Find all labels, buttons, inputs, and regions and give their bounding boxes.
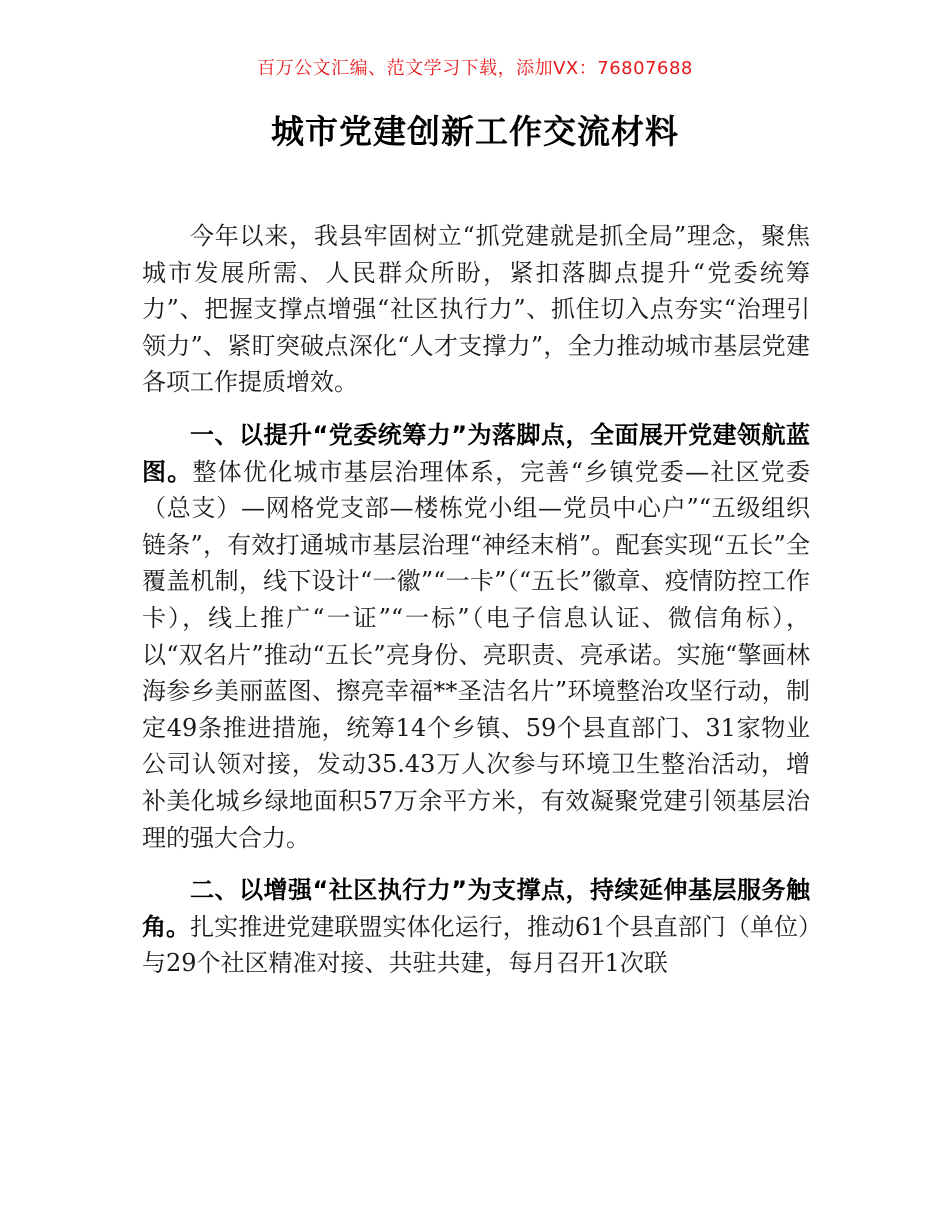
section-2-paragraph <box>142 872 810 982</box>
header-notice: 百万公文汇编、范文学习下载，添加VX：76807688 <box>257 58 693 79</box>
document-body <box>142 218 810 998</box>
section-1-paragraph <box>142 417 810 856</box>
section-2-heading: 二、以增强“社区执行力”为支撑点，持续延伸基层服务触角。 <box>142 876 810 941</box>
section-1-text: 整体优化城市基层治理体系，完善“乡镇党委—社区党委（总支）—网格党支部—楼栋党小组—党员中心户”“五级组织链条”，有效打通城市基层治理“神经末梢”。配套实现“五长”全覆盖机制，线下设计“一徽”“一卡”（“五长”徽章、疫情防控工作卡），线上推广“一证”“一标”（电子信息认证、微信角标），以“双名片”推动“五长”亮身份、亮职责、亮承诺。实施“擎画林海参乡美丽蓝图、擦亮幸福**圣洁名片”环境整治攻坚行动，制定49条推进措施，统筹14个乡镇、59个县直部门、31家物业公司认领对接，发动35.43万人次参与环境卫生整治活动，增补美化城乡绿地面积57万余平方米，有效凝聚党建引领基层治理的强大合力。 <box>142 457 810 852</box>
document-title: 城市党建创新工作交流材料 <box>271 112 679 151</box>
section-2-text: 扎实推进党建联盟实体化运行，推动61个县直部门（单位）与29个社区精准对接、共驻共建，每月召开1次联 <box>142 912 810 978</box>
section-1-heading: 一、以提升“党委统筹力”为落脚点，全面展开党建领航蓝图。 <box>142 420 810 486</box>
intro-paragraph: 今年以来，我县牢固树立“抓党建就是抓全局”理念，聚焦城市发展所需、人民群众所盼，紧扣落脚点提升“党委统筹力”、把握支撑点增强“社区执行力”、抓住切入点夯实“治理引领力”、紧盯突破点深化“人才支撑力”，全力推动城市基层党建各项工作提质增效。 <box>142 222 810 397</box>
